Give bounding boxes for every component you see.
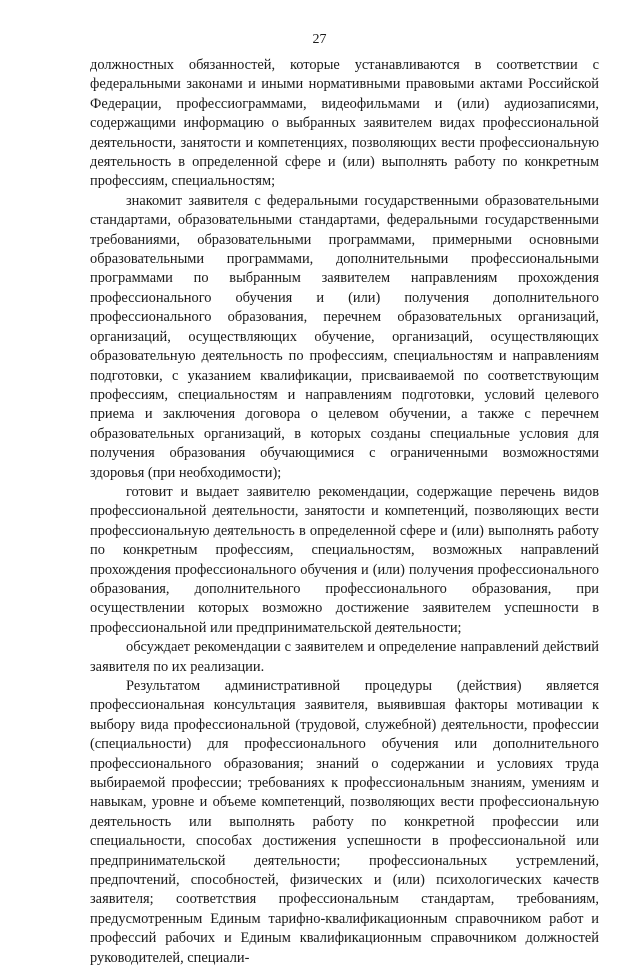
document-body (90, 56, 599, 968)
paragraph-recommendations: готовит и выдает заявителю рекомендации, содержащие перечень видов профессиональной деятельности, занятости и компетенций, позволяющих вести профессиональную деятельность в определенной сфере и (или) выполнять работу по конкретным профессиям, специальностям, возможных направлений прохождения профессионального обучения и (или) получения профессионального образования, дополнительного профессионального образования, при осуществлении которых возможно достижение заявителем успешности в профессиональной или предпринимательской деятельности; (90, 483, 599, 636)
page-number: 27 (312, 32, 327, 47)
paragraph-standards: знакомит заявителя с федеральными государственными образовательными стандартами, образовательными стандартами, федеральными государственными требованиями, образовательными программами, примерными основными образовательными программами, дополнительными профессиональными программами по выбранным заявителем направлениям прохождения профессионального обучения и (или) получения дополнительного профессионального образования, перечнем образовательных организаций, организаций, осуществляющих обучение, организаций, осуществляющих образовательную деятельность по профессиям, специальностям и направлениям подготовки, с указанием квалификации, присваиваемой по соответствующим профессиям, специальностям и направлениям подготовки, условий целевого приема и заключения договора о целевом обучении, а также с перечнем образовательных организаций, в которых созданы специальные условия для получения образования обучающимися с ограниченными возможностями здоровья (при необходимости); (90, 192, 599, 481)
paragraph-result: Результатом административной процедуры (действия) является профессиональная консультация заявителя, выявившая факторы мотивации к выбору вида профессиональной (трудовой, служебной) деятельности, профессии (специальности) для профессионального обучения или дополнительного профессионального образования; знаний о содержании и условиях труда выбираемой профессии; требованиях к профессиональным знаниям, умениям и навыкам, уровне и объеме компетенций, позволяющих вести профессиональную деятельность или выполнять работу по конкретной профессии или специальности, способах достижения успешности в профессиональной или предпринимательской деятельности; профессиональных устремлений, предпочтений, способностей, физических и (или) психологических качеств заявителя; соответствия профессиональным стандартам, требованиям, предусмотренным Единым тарифно-квалификационным справочником работ и профессий рабочих и Единым квалификационным справочником должностей руководителей, специали- (90, 678, 599, 966)
paragraph-continuation: должностных обязанностей, которые устанавливаются в соответствии с федеральными законами и иными нормативными правовыми актами Российской Федерации, профессиограммами, видеофильмами и (или) аудиозаписями, содержащими информацию о выбранных заявителем видах профессиональной деятельности, занятости и компетенциях, позволяющих вести профессиональную деятельность в определенной сфере и (или) выполнять работу по конкретным профессиям, специальностям; (90, 57, 599, 190)
paragraph-discussion: обсуждает рекомендации с заявителем и определение направлений действий заявителя по их реализации. (90, 639, 599, 675)
